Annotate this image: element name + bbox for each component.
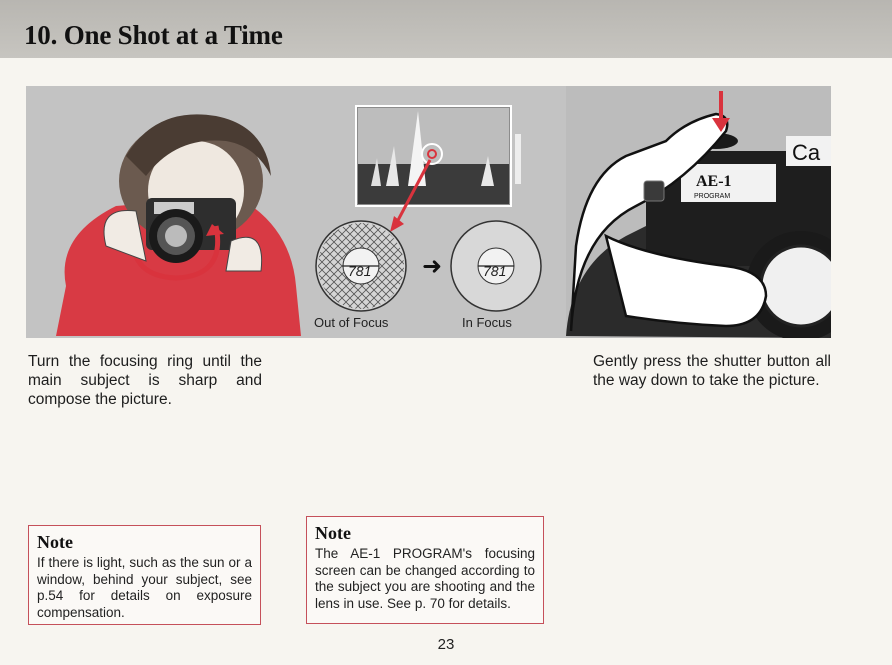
camera-badge: AE-1 xyxy=(696,173,732,190)
note-body: The AE-1 PROGRAM's focusing screen can be changed according to the subject you are shooting and the lens in use. See p. 70 for details. xyxy=(315,546,535,611)
note-box-left xyxy=(28,525,261,625)
illustration-band xyxy=(26,86,831,338)
camera-program-label: PROGRAM xyxy=(694,193,731,200)
note-box-right xyxy=(306,516,544,624)
focus-ring-text-blurred: 781 xyxy=(348,263,372,279)
note-title: Note xyxy=(37,532,73,552)
focus-ring-text-sharp: 781 xyxy=(483,263,507,279)
out-of-focus-caption: Out of Focus xyxy=(314,315,389,330)
arrow-right-icon: ➜ xyxy=(422,252,443,280)
photographer-illustration xyxy=(56,114,301,336)
instruction-right: Gently press the shutter button all the way down to take the picture. xyxy=(593,353,831,389)
illustration-svg xyxy=(26,86,831,338)
note-title: Note xyxy=(315,523,351,543)
shutter-illustration xyxy=(566,86,831,338)
note-body: If there is light, such as the sun or a window, behind your subject, see p.54 for details on exposure compensation. xyxy=(37,555,252,620)
page-title: 10. One Shot at a Time xyxy=(24,20,283,50)
instruction-left: Turn the focusing ring until the main subject is sharp and compose the picture. xyxy=(28,353,262,408)
viewfinder-illustration xyxy=(316,106,541,311)
in-focus-caption: In Focus xyxy=(462,315,512,330)
camera-brand-partial: Ca xyxy=(792,140,821,165)
page-number: 23 xyxy=(437,636,455,653)
